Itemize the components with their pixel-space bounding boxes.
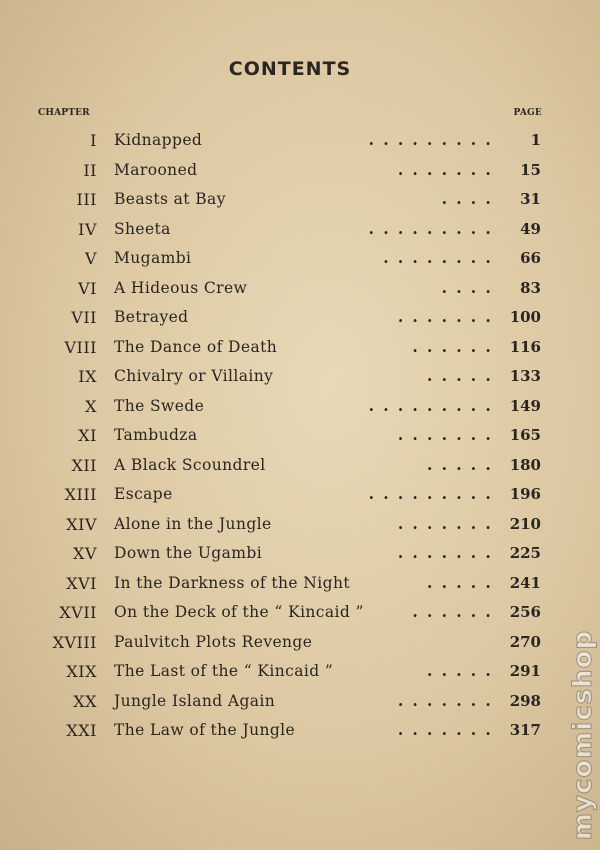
toc-row xyxy=(0,480,600,510)
chapter-number: XX xyxy=(73,691,97,711)
page-number: 180 xyxy=(509,455,541,474)
dot-leader: ....... xyxy=(397,513,500,533)
toc-row xyxy=(0,185,600,215)
toc-row xyxy=(0,539,600,569)
page-number: 256 xyxy=(509,603,541,621)
page-number: 225 xyxy=(509,544,541,562)
chapter-column-header: CHAPTER xyxy=(38,108,90,118)
chapter-title: Betrayed xyxy=(114,308,189,326)
chapter-title: In the Darkness of the Night xyxy=(114,573,350,592)
page-number: 317 xyxy=(509,721,541,739)
dot-leader: ....... xyxy=(397,543,500,562)
page-number: 15 xyxy=(520,160,541,179)
page-column-header: PAGE xyxy=(513,108,542,118)
toc-row xyxy=(0,716,600,746)
dot-leader: ....... xyxy=(397,425,500,444)
chapter-number: VIII xyxy=(64,337,97,357)
dot-leader: ......... xyxy=(368,395,500,415)
dot-leader: ..... xyxy=(427,572,500,592)
chapter-title: The Swede xyxy=(114,396,205,415)
dot-leader: ....... xyxy=(397,720,500,739)
chapter-title: Beasts at Bay xyxy=(114,190,226,208)
watermark xyxy=(568,620,598,850)
chapter-number: V xyxy=(84,249,97,268)
chapter-title: Tambudza xyxy=(114,426,198,444)
chapter-title: Escape xyxy=(114,485,173,503)
dot-leader: .... xyxy=(441,189,500,208)
chapter-title: On the Deck of the “ Kincaid ” xyxy=(114,603,364,621)
page-title: CONTENTS xyxy=(228,58,352,80)
page-number: 49 xyxy=(520,219,541,238)
toc-row xyxy=(0,421,600,451)
dot-leader: ...... xyxy=(412,602,500,621)
page-number: 1 xyxy=(530,131,541,149)
page-number: 149 xyxy=(509,396,541,415)
page-number: 100 xyxy=(509,308,541,326)
chapter-number: III xyxy=(76,190,97,209)
page-number: 196 xyxy=(509,485,541,503)
dot-leader: ......... xyxy=(368,130,500,149)
chapter-number: II xyxy=(83,160,97,180)
chapter-title: Marooned xyxy=(114,160,198,179)
dot-leader: ..... xyxy=(427,366,500,385)
toc-row xyxy=(0,392,600,422)
toc-row xyxy=(0,687,600,717)
table-of-contents xyxy=(0,126,600,746)
chapter-number: XVII xyxy=(59,603,97,622)
chapter-number: XI xyxy=(78,426,97,445)
dot-leader: ....... xyxy=(397,307,500,326)
page-number: 165 xyxy=(509,426,541,444)
dot-leader: ..... xyxy=(427,661,500,680)
page-number: 241 xyxy=(509,573,541,592)
toc-row xyxy=(0,657,600,687)
toc-row xyxy=(0,215,600,245)
chapter-number: IX xyxy=(78,367,97,386)
chapter-title: A Hideous Crew xyxy=(114,278,248,297)
chapter-number: IV xyxy=(78,219,97,239)
dot-leader: ....... xyxy=(397,159,500,179)
page-number: 298 xyxy=(509,691,541,710)
toc-row xyxy=(0,303,600,333)
chapter-title: A Black Scoundrel xyxy=(114,455,266,474)
chapter-title: Down the Ugambi xyxy=(114,544,263,562)
dot-leader: ...... xyxy=(412,336,500,356)
chapter-number: I xyxy=(90,131,97,150)
dot-leader: .... xyxy=(441,277,500,297)
toc-row xyxy=(0,274,600,304)
chapter-title: The Dance of Death xyxy=(114,337,278,356)
chapter-number: XV xyxy=(73,544,97,563)
chapter-number: XIX xyxy=(66,662,97,681)
dot-leader: ....... xyxy=(397,690,500,710)
chapter-number: XXI xyxy=(66,721,97,740)
dot-leader: ........ xyxy=(383,248,500,267)
chapter-title: Paulvitch Plots Revenge xyxy=(114,632,313,651)
toc-row xyxy=(0,451,600,481)
toc-row xyxy=(0,362,600,392)
toc-row xyxy=(0,156,600,186)
chapter-number: VII xyxy=(71,308,97,327)
chapter-number: XII xyxy=(71,455,97,475)
page-number: 66 xyxy=(520,249,541,267)
toc-row xyxy=(0,510,600,540)
page-number: 291 xyxy=(509,662,541,680)
chapter-title: Chivalry or Villainy xyxy=(114,367,274,385)
chapter-title: Mugambi xyxy=(114,249,192,267)
chapter-title: Kidnapped xyxy=(114,131,203,149)
chapter-title: Sheeta xyxy=(114,219,171,238)
page-number: 270 xyxy=(509,632,541,651)
page-number: 210 xyxy=(509,514,541,533)
chapter-number: XIII xyxy=(64,485,97,504)
page-number: 31 xyxy=(520,190,541,208)
toc-row xyxy=(0,598,600,628)
chapter-title: Jungle Island Again xyxy=(114,691,276,710)
dot-leader: ......... xyxy=(368,218,500,238)
toc-row xyxy=(0,628,600,658)
dot-leader: ......... xyxy=(368,484,500,503)
page-number: 83 xyxy=(520,278,541,297)
chapter-number: XVIII xyxy=(52,632,97,652)
chapter-number: XIV xyxy=(66,514,97,534)
toc-row xyxy=(0,244,600,274)
chapter-title: The Last of the “ Kincaid ” xyxy=(114,662,334,680)
chapter-number: VI xyxy=(78,278,97,298)
toc-row xyxy=(0,126,600,156)
page-number: 133 xyxy=(509,367,541,385)
dot-leader: ..... xyxy=(427,454,500,474)
watermark-text: mycomicshop xyxy=(568,629,598,841)
page-number: 116 xyxy=(509,337,541,356)
chapter-title: Alone in the Jungle xyxy=(114,514,272,533)
chapter-number: XVI xyxy=(66,573,97,593)
toc-row xyxy=(0,333,600,363)
chapter-number: X xyxy=(85,396,97,416)
chapter-title: The Law of the Jungle xyxy=(114,721,296,739)
toc-row xyxy=(0,569,600,599)
